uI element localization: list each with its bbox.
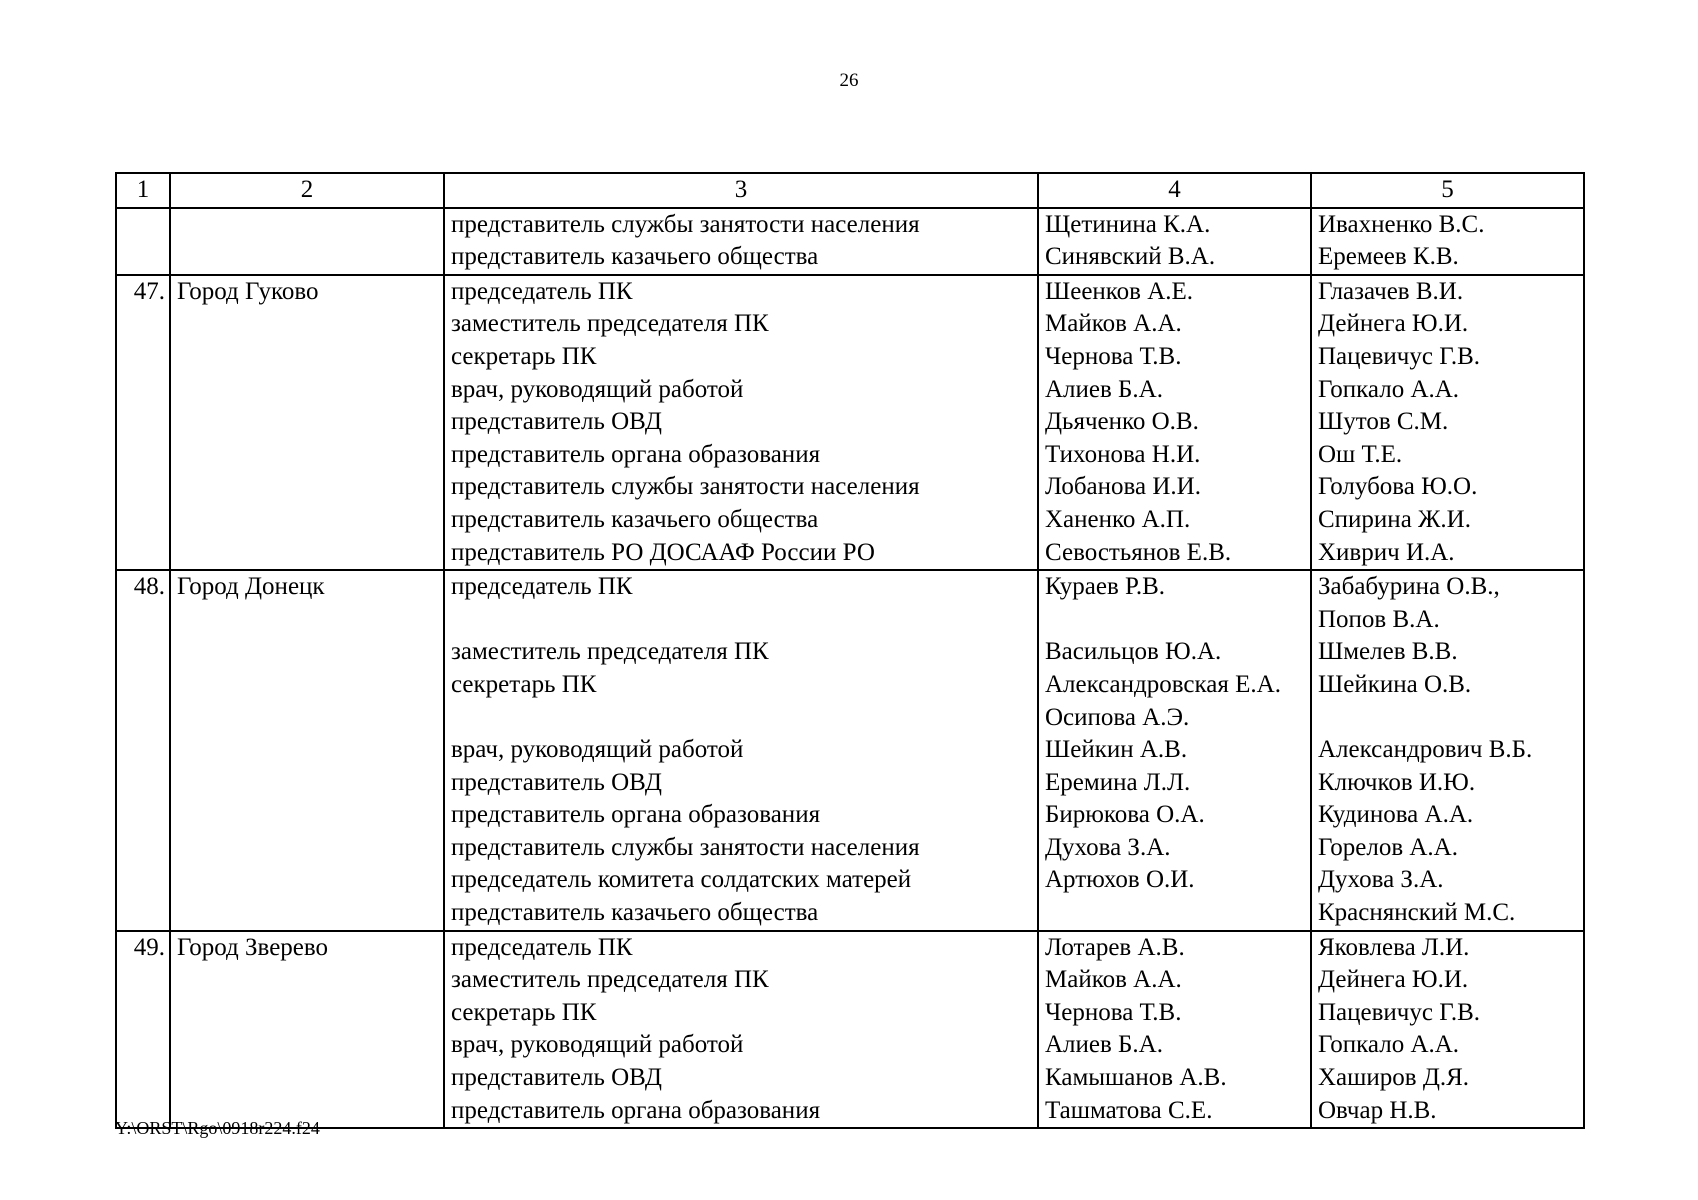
position: председатель ПК: [451, 573, 633, 601]
reserve-member-name-cell: [1311, 931, 1584, 1129]
position: представитель органа образования: [451, 440, 821, 468]
reserve-member-name: Спирина Ж.И.: [1318, 505, 1471, 533]
member-name-cell: [1038, 570, 1311, 931]
member-name: [1045, 897, 1304, 930]
member-name: Щетинина К.А.: [1045, 210, 1211, 238]
position: [451, 702, 1031, 735]
reserve-member-name: Пацевичус Г.В.: [1318, 342, 1481, 370]
member-name: Осипова А.Э.: [1045, 703, 1190, 731]
reserve-member-name: Хиврич И.А.: [1318, 538, 1455, 566]
reserve-member-name: Пацевичус Г.В.: [1318, 998, 1481, 1026]
row-number: [116, 208, 170, 275]
position-cell: [444, 570, 1038, 931]
position: врач, руководящий работой: [451, 1031, 744, 1059]
reserve-member-name: Хаширов Д.Я.: [1318, 1064, 1470, 1092]
member-name: Шейкин А.В.: [1045, 736, 1188, 764]
reserve-member-name: Гопкало А.А.: [1318, 1031, 1460, 1059]
position: представитель казачьего общества: [451, 505, 819, 533]
reserve-member-name: Ош Т.Е.: [1318, 440, 1403, 468]
reserve-member-name: [1318, 702, 1581, 735]
row-number: 49.: [116, 931, 170, 1129]
position: представитель органа образования: [451, 801, 821, 829]
position: представитель казачьего общества: [451, 899, 819, 927]
member-name: Тихонова Н.И.: [1045, 440, 1201, 468]
row-number: 47.: [116, 275, 170, 570]
reserve-member-name: Кудинова А.А.: [1318, 801, 1474, 829]
member-name-cell: [1038, 931, 1311, 1129]
position-cell: [444, 208, 1038, 275]
position: врач, руководящий работой: [451, 736, 744, 764]
position: представитель службы занятости населения: [451, 210, 920, 238]
position: представитель ОВД: [451, 768, 662, 796]
member-name: Алиев Б.А.: [1045, 375, 1163, 403]
member-name: Бирюкова О.А.: [1045, 801, 1205, 829]
position: заместитель председателя ПК: [451, 638, 769, 666]
position: секретарь ПК: [451, 998, 597, 1026]
table-body: [116, 208, 1584, 1129]
table-header-row: [116, 173, 1584, 208]
member-name: Ханенко А.П.: [1045, 505, 1191, 533]
header-col-3: 3: [444, 173, 1038, 208]
member-name: Дьяченко О.В.: [1045, 408, 1199, 436]
position-cell: [444, 275, 1038, 570]
reserve-member-name: Духова З.А.: [1318, 866, 1444, 894]
header-col-1: 1: [116, 173, 170, 208]
member-name: Лотарев А.В.: [1045, 933, 1185, 961]
table-row: [116, 931, 1584, 1129]
reserve-member-name-cell: [1311, 275, 1584, 570]
reserve-member-name: Шейкина О.В.: [1318, 670, 1472, 698]
member-name: Синявский В.А.: [1045, 243, 1216, 271]
reserve-member-name: Шмелев В.В.: [1318, 638, 1458, 666]
municipality-name: Город Гуково: [170, 275, 444, 570]
member-name: Шеенков А.Е.: [1045, 277, 1194, 305]
header-col-5: 5: [1311, 173, 1584, 208]
member-name: Чернова Т.В.: [1045, 342, 1182, 370]
municipality-name: Город Донецк: [170, 570, 444, 931]
reserve-member-name: Овчар Н.В.: [1318, 1096, 1437, 1124]
reserve-member-name: Забабурина О.В.,: [1318, 573, 1500, 601]
position: [451, 604, 1031, 637]
reserve-member-name-cell: [1311, 208, 1584, 275]
header-col-4: 4: [1038, 173, 1311, 208]
position: представитель службы занятости населения: [451, 833, 920, 861]
position: председатель ПК: [451, 933, 633, 961]
position: врач, руководящий работой: [451, 375, 744, 403]
member-name-cell: [1038, 275, 1311, 570]
position: секретарь ПК: [451, 670, 597, 698]
reserve-member-name: Голубова Ю.О.: [1318, 473, 1478, 501]
footer-file-path: Y:\ORST\Rgo\0918r224.f24: [115, 1118, 320, 1138]
page-number: 26: [839, 70, 859, 91]
position: представитель службы занятости населения: [451, 473, 920, 501]
position: председатель ПК: [451, 277, 633, 305]
municipality-name: Город Зверево: [170, 931, 444, 1129]
member-name: Кураев Р.В.: [1045, 573, 1165, 601]
table-row: [116, 275, 1584, 570]
position: представитель ОВД: [451, 408, 662, 436]
row-number: 48.: [116, 570, 170, 931]
position: секретарь ПК: [451, 342, 597, 370]
position: заместитель председателя ПК: [451, 310, 769, 338]
member-name: Майков А.А.: [1045, 966, 1182, 994]
position: представитель ОВД: [451, 1064, 662, 1092]
position: председатель комитета солдатских матерей: [451, 866, 912, 894]
member-name: Артюхов О.И.: [1045, 866, 1195, 894]
reserve-member-name: Яковлева Л.И.: [1318, 933, 1470, 961]
reserve-member-name: Дейнега Ю.И.: [1318, 310, 1469, 338]
member-name: Александровская Е.А.: [1045, 670, 1281, 698]
member-name: Ташматова С.Е.: [1045, 1096, 1213, 1124]
member-name: Духова З.А.: [1045, 833, 1171, 861]
reserve-member-name: Горелов А.А.: [1318, 833, 1458, 861]
reserve-member-name: Еремеев К.В.: [1318, 243, 1459, 271]
reserve-member-name: Александрович В.Б.: [1318, 736, 1533, 764]
header-col-2: 2: [170, 173, 444, 208]
member-name: Севостьянов Е.В.: [1045, 538, 1232, 566]
reserve-member-name: Попов В.А.: [1318, 605, 1440, 633]
reserve-member-name: Гопкало А.А.: [1318, 375, 1460, 403]
reserve-member-name: Ивахненко В.С.: [1318, 210, 1485, 238]
position: представитель РО ДОСААФ России РО: [451, 538, 875, 566]
position: заместитель председателя ПК: [451, 966, 769, 994]
member-name: Майков А.А.: [1045, 310, 1182, 338]
member-name: Камышанов А.В.: [1045, 1064, 1227, 1092]
municipality-name: [170, 208, 444, 275]
table-row: [116, 208, 1584, 275]
member-name: Чернова Т.В.: [1045, 998, 1182, 1026]
position-cell: [444, 931, 1038, 1129]
commission-table: [115, 172, 1585, 1129]
reserve-member-name: Краснянский М.С.: [1318, 899, 1516, 927]
reserve-member-name: Дейнега Ю.И.: [1318, 966, 1469, 994]
reserve-member-name: Ключков И.Ю.: [1318, 768, 1476, 796]
member-name: [1045, 604, 1304, 637]
reserve-member-name-cell: [1311, 570, 1584, 931]
position: представитель органа образования: [451, 1096, 821, 1124]
reserve-member-name: Глазачев В.И.: [1318, 277, 1464, 305]
member-name-cell: [1038, 208, 1311, 275]
reserve-member-name: Шутов С.М.: [1318, 408, 1449, 436]
member-name: Лобанова И.И.: [1045, 473, 1201, 501]
table-row: [116, 570, 1584, 931]
member-name: Васильцов Ю.А.: [1045, 638, 1222, 666]
member-name: Еремина Л.Л.: [1045, 768, 1191, 796]
position: представитель казачьего общества: [451, 243, 819, 271]
member-name: Алиев Б.А.: [1045, 1031, 1163, 1059]
